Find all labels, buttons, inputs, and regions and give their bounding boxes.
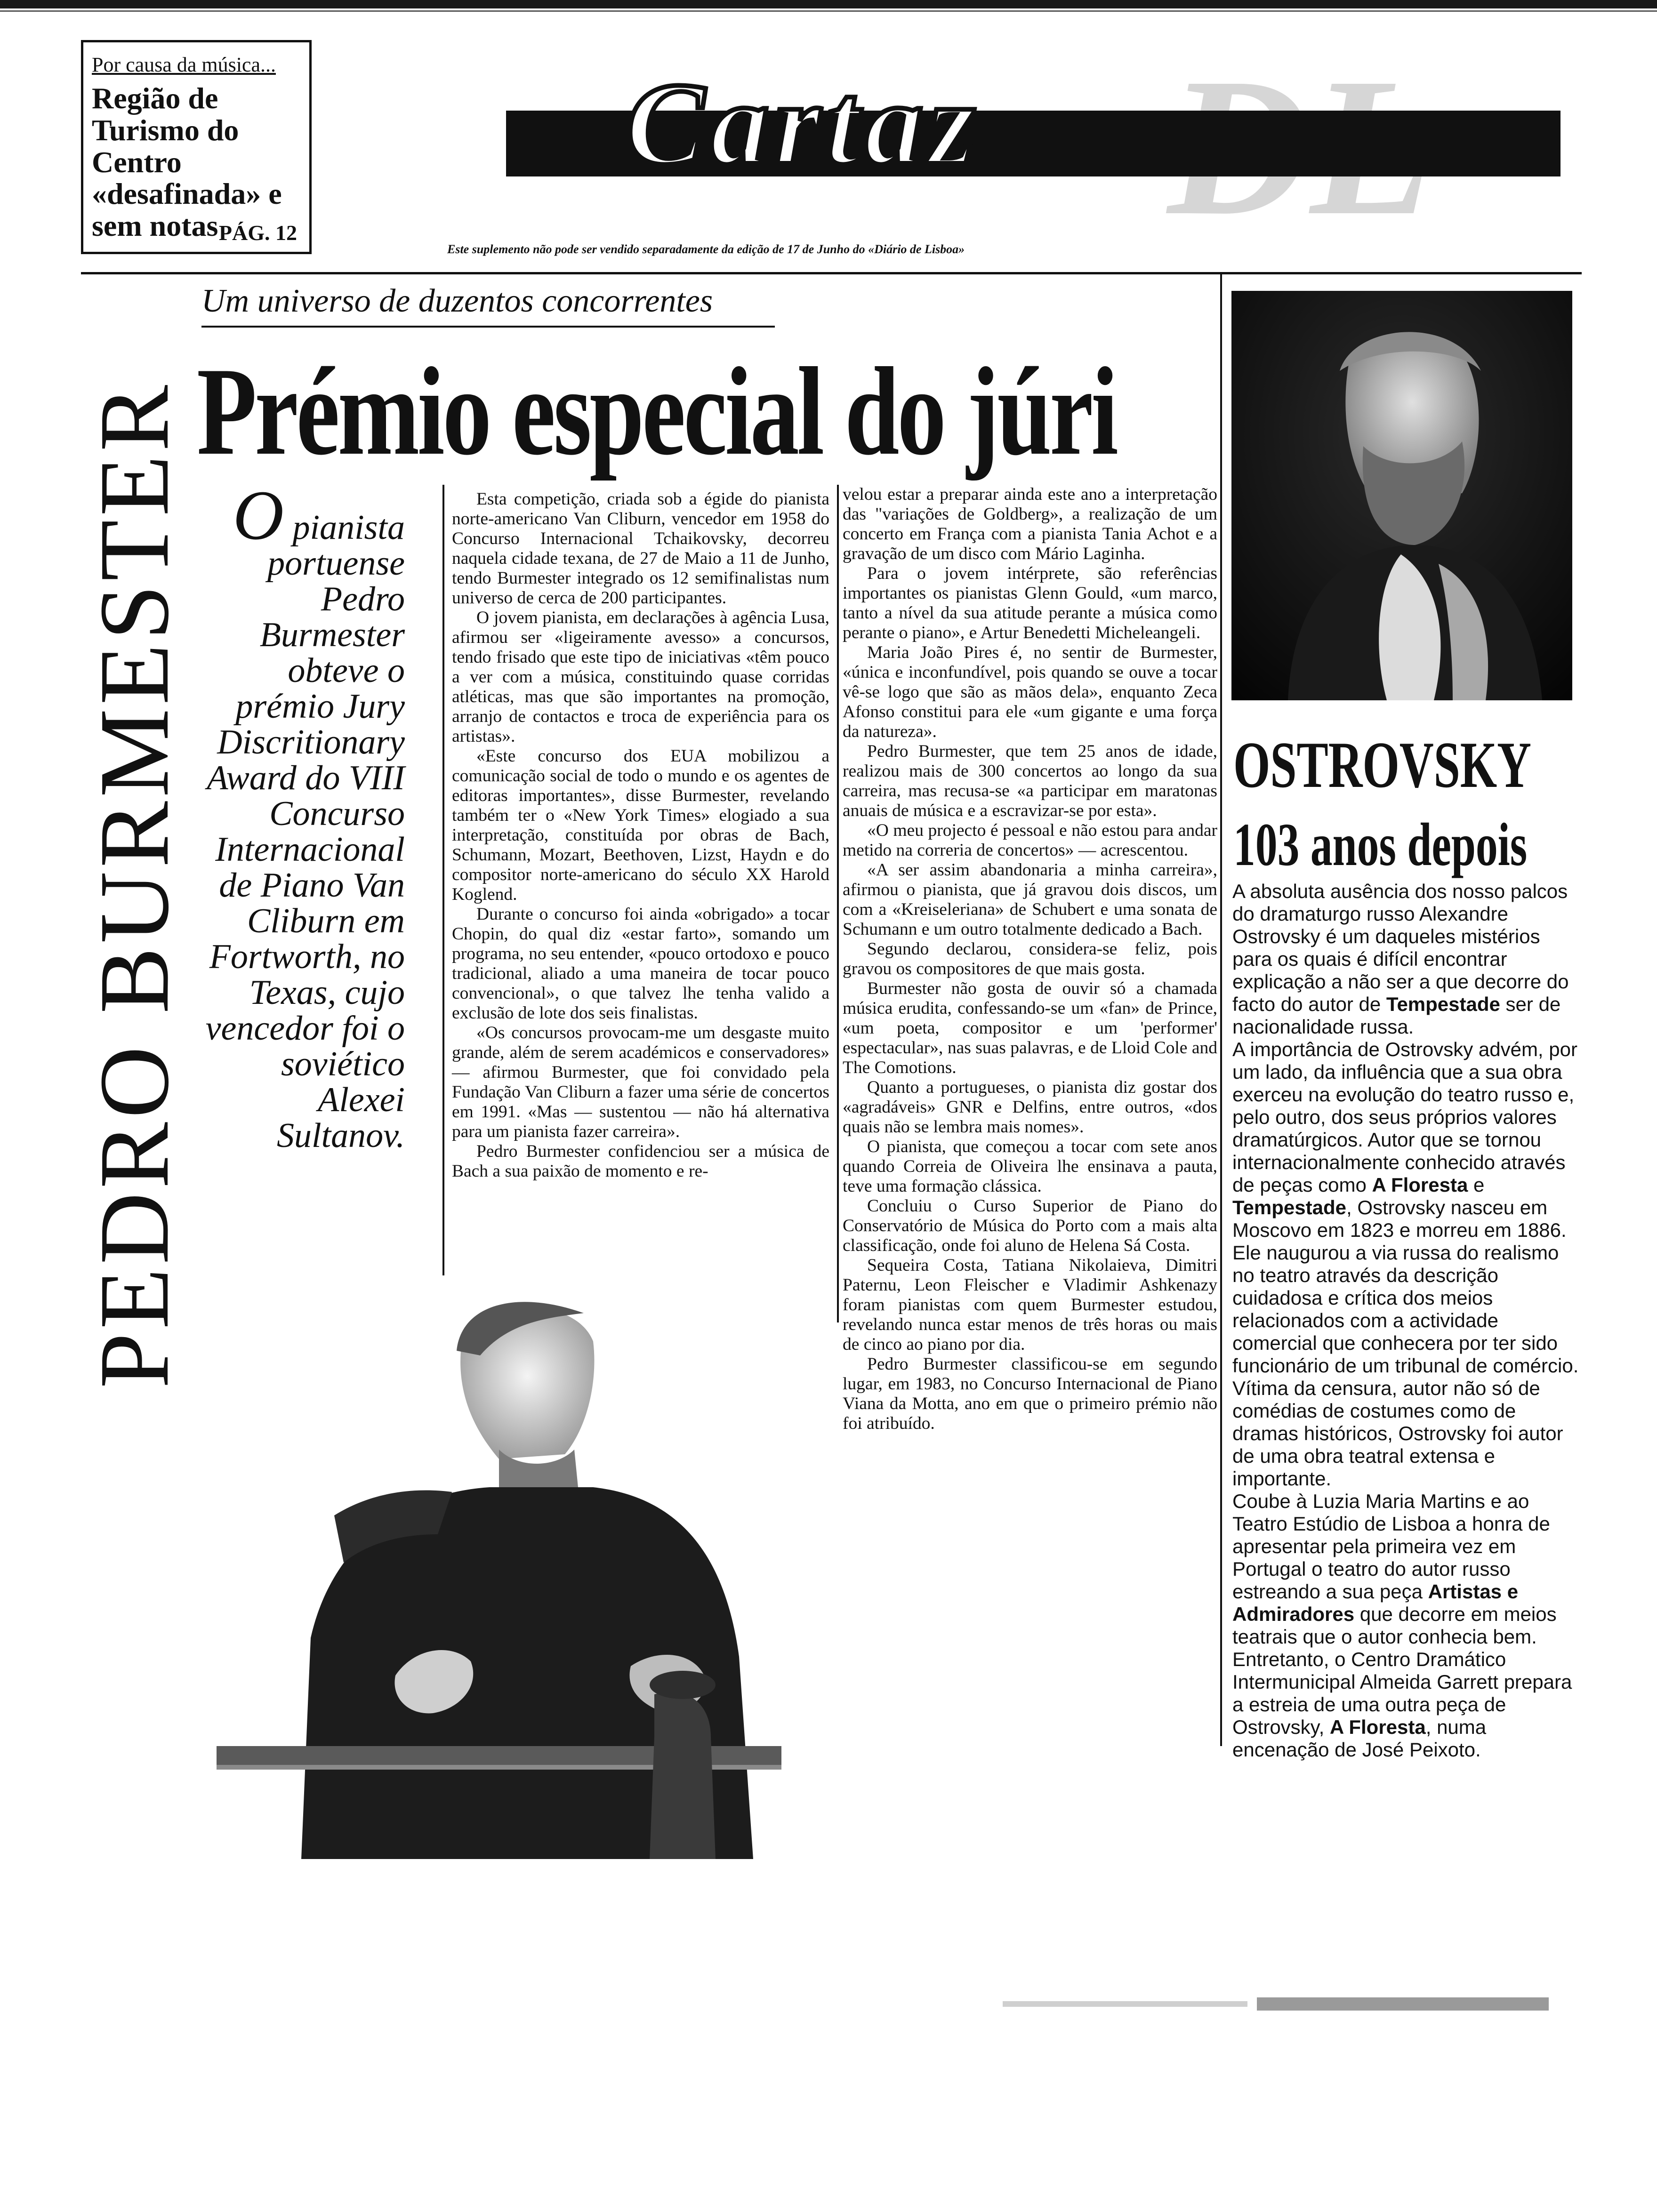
paragraph: A importância de Ostrovsky advém, por um lado, da influência que a sua obra exerceu na evolução do teatro russo e, pelo outro, dos seus próprios valores dramatúrgicos. Autor que se tornou internacionalmente conhecido através de peças como A Floresta e Tempestade, Ostrovsky nasceu em Moscovo em 1823 e morreu em 1886. Ele naugurou a via russa do realismo no teatro através da descrição cuidadosa e crítica dos meios relacionados com a actividade comercial que conhecera por ter sido funcionário de um tribunal de comércio.	[1232, 1038, 1579, 1377]
paragraph: O jovem pianista, em declarações à agência Lusa, afirmou ser «ligeiramente avesso» a concursos, tendo frisado que este tipo de iniciativas «têm pouco a ver com a música, constituindo quase corridas atléticas, mas que são importantes na promoção, arranjo de contactos e troca de experiência para os artistas».	[452, 608, 829, 746]
kicker-underline	[201, 326, 775, 328]
vertical-title: PEDRO BURMESTER	[79, 381, 189, 1388]
section-rule	[81, 272, 1582, 274]
standfirst	[202, 476, 405, 1155]
article-headline: Prémio especial do júri	[197, 341, 1117, 481]
teaser-headline: Região de Turismo do Centro «desafinada» e sem notas	[92, 81, 282, 243]
paragraph: Entretanto, o Centro Dramático Intermunicipal Almeida Garrett prepara a estreia de uma outra peça de Ostrovsky, A Floresta, numa encenação de José Peixoto.	[1232, 1648, 1572, 1761]
column-rule	[837, 485, 839, 1322]
paragraph: Esta competição, criada sob a égide do pianista norte-americano Van Cliburn, vencedor em 1958 do Concurso Internacional Tchaikovsky, decorreu naquela cidade texana, de 27 de Maio a 11 de Junho, tendo Burmester integrado os 12 semifinalistas num universo de cerca de 200 participantes.	[452, 489, 829, 608]
paragraph: Maria João Pires é, no sentir de Burmester, «única e inconfundível, pois quando se ouve a tocar vê-se logo que são as mãos dela», enquanto Zeca Afonso constitui para ele «um gigante e uma força da natureza».	[843, 643, 1217, 741]
ostrovsky-portrait	[1231, 291, 1572, 700]
paragraph: Pedro Burmester, que tem 25 anos de idade, realizou mais de 300 concertos ao longo da sua carreira, mas recusa-se «a participar em maratonas anuais de música e a escravizar-se por esta».	[843, 742, 1217, 820]
paragraph: Durante o concurso foi ainda «obrigado» a tocar Chopin, do qual diz «estar farto», somando um programa, no seu entender, «pouco ortodoxo e pouco tradicional, aliado a uma maneira de tocar pouco convencional», o que talvez lhe tenha valido a exclusão de lote dos seis finalistas.	[452, 905, 829, 1023]
paragraph: «Este concurso dos EUA mobilizou a comunicação social de todo o mundo e os agentes de editoras importantes», disse Burmester, revelando também ter o «New York Times» elogiado a sua interpretação, constituída por obras de Bach, Schumann, Mozart, Beethoven, Lizst, Haydn e do compositor norte-americano do século XX Harold Koglend.	[452, 746, 829, 904]
article-kicker: Um universo de duzentos concorrentes	[201, 283, 713, 319]
paragraph: Quanto a portugueses, o pianista diz gostar dos «agradáveis» GNR e Delfins, entre outros, «dos quais não se lembra mais nomes».	[843, 1078, 1217, 1137]
paragraph: Vítima da censura, autor não só de comédias de costumes como de dramas históricos, Ostrovsky foi autor de uma obra teatral extensa e importante.	[1232, 1377, 1563, 1490]
column-rule	[442, 485, 444, 1275]
paragraph: velou estar a preparar ainda este ano a interpretação das "variações de Goldberg», a realização de um concerto em França com a pianista Tania Achot e a gravação de um disco com Mário Laginha.	[843, 485, 1217, 563]
sidebar-headline: OSTROVSKY	[1233, 729, 1531, 801]
paragraph: Pedro Burmester classificou-se em segundo lugar, em 1983, no Concurso Internacional de Piano Viana da Motta, ano em que o primeiro prémio não foi atribuído.	[843, 1354, 1217, 1433]
paragraph: Para o jovem intérprete, são referências importantes os pianistas Glenn Gould, «um marco, tanto a nível da sua atitude perante a música como perante o piano», e Artur Benedetti Micheleangeli.	[843, 564, 1217, 642]
paragraph: Segundo declarou, considera-se feliz, pois gravou os compositores de que mais gosta.	[843, 939, 1217, 978]
teaser-page-ref: PÁG. 12	[218, 221, 297, 245]
paragraph: A absoluta ausência dos nosso palcos do dramaturgo russo Alexandre Ostrovsky é um daqueles mistérios para os quais é difícil encontrar explicação a não ser a que decorre do facto do autor de Tempestade ser de nacionalidade russa.	[1232, 880, 1569, 1038]
paragraph: «A ser assim abandonaria a minha carreira», afirmou o pianista, que já gravou dois discos, um com a «Kreiseleriana» de Schubert e uma sonata de Schumann e um outro totalmente dedicado a Bach.	[843, 860, 1217, 939]
paragraph: Pedro Burmester confidenciou ser a música de Bach a sua paixão de momento e re-	[452, 1142, 829, 1181]
column-rule	[1220, 273, 1222, 1746]
standfirst-text: pianista portuense Pedro Burmester obteve o prémio Jury Discritionary Award do VIII Concurso Internacional de Piano Van Cliburn em Fortworth, no Texas, cujo vencedor foi o soviético Alexei Sultanov.	[205, 508, 405, 1155]
print-noise	[1003, 1996, 1549, 2012]
paragraph: «Os concursos provocam-me um desgaste muito grande, além de serem académicos e conservadores» — afirmou Burmester, que foi convidado pela Fundação Van Cliburn a fazer uma série de concertos em 1991. «Mas — sustentou — não há alternativa para um pianista fazer carreira».	[452, 1023, 829, 1141]
top-border-thin	[0, 10, 1657, 12]
teaser-box[interactable]	[81, 40, 312, 254]
masthead-note: Este suplemento não pode ser vendido separadamente da edição de 17 de Junho do «Diário de Lisboa»	[447, 242, 965, 256]
teaser-kicker: Por causa da música...	[92, 53, 276, 76]
paragraph: Coube à Luzia Maria Martins e ao Teatro Estúdio de Lisboa a honra de apresentar pela primeira vez em Portugal o teatro do autor russo estreando a sua peça Artistas e Admiradores que decorre em meios teatrais que o autor conhecia bem.	[1232, 1490, 1557, 1648]
paragraph: O pianista, que começou a tocar com sete anos quando Correia de Oliveira lhe ensinava a pauta, teve uma formação clássica.	[843, 1137, 1217, 1196]
cartaz-logo: Cartaz	[626, 59, 981, 189]
article-column-2	[843, 485, 1217, 1434]
drop-cap: O	[233, 476, 284, 554]
sidebar-subheadline: 103 anos depois	[1233, 811, 1528, 879]
article-column-1	[452, 489, 829, 1181]
paragraph: Burmester não gosta de ouvir só a chamada música erudita, confessando-se um «fan» de Prince, «um poeta, compositor e um 'performer' espectacular», nas suas palavras, e de Lloid Cole and The Comotions.	[843, 979, 1217, 1077]
top-border	[0, 0, 1657, 8]
paragraph: Concluiu o Curso Superior de Piano do Conservatório de Música do Porto com a mais alta classificação, onde foi aluno de Helena Sá Costa.	[843, 1196, 1217, 1255]
paragraph: Sequeira Costa, Tatiana Nikolaieva, Dimitri Paternu, Leon Fleischer e Vladimir Ashkenazy foram pianistas com quem Burmester estudou, revelando nunca estar menos de três horas ou mais de cinco ao piano por dia.	[843, 1256, 1217, 1354]
paragraph: «O meu projecto é pessoal e não estou para andar metido na correria de concertos» — acrescentou.	[843, 821, 1217, 860]
sidebar-body	[1232, 880, 1581, 1761]
pianist-photo	[217, 1271, 781, 1859]
